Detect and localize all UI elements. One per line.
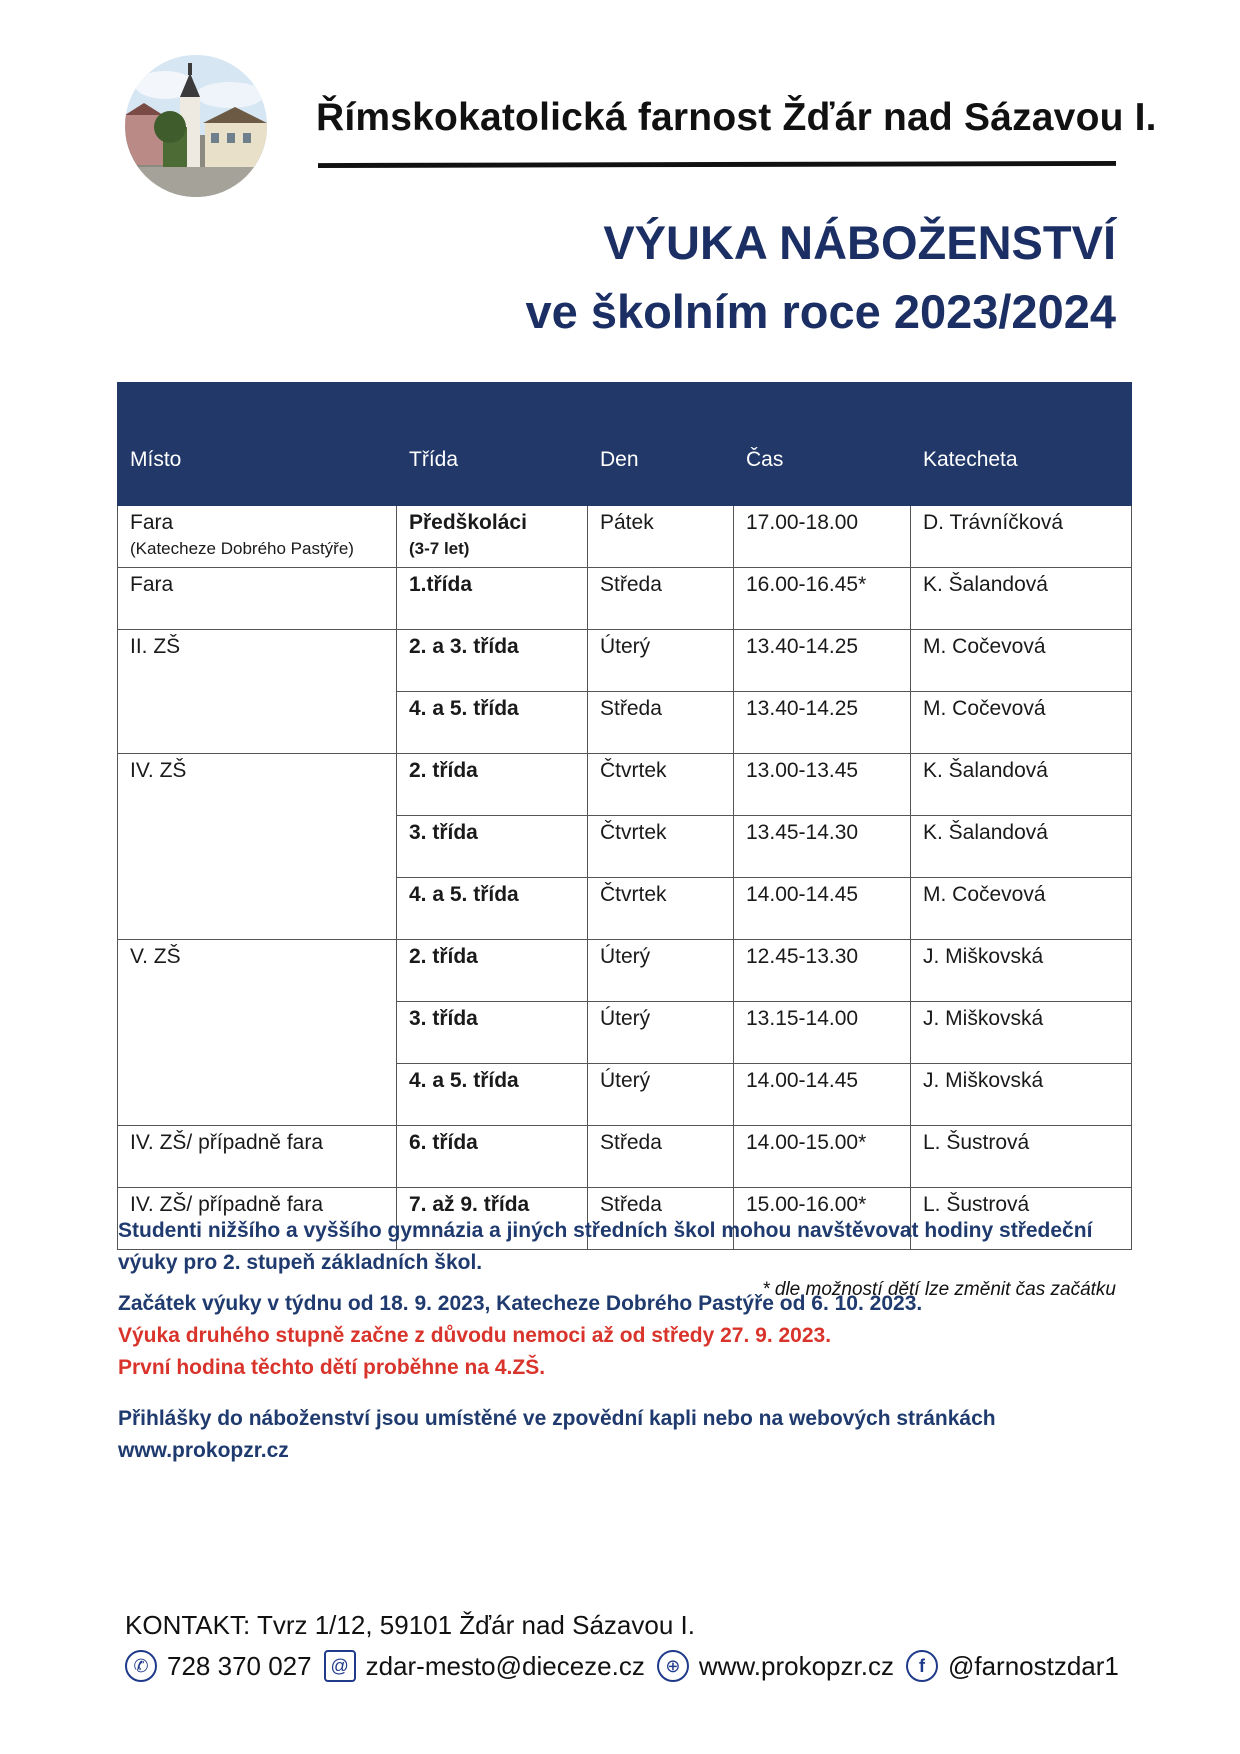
cell-teacher: M. Cočevová [911, 692, 1132, 754]
table-row [118, 754, 1132, 816]
table-row [118, 692, 1132, 754]
first-lesson-note: První hodina těchto dětí proběhne na 4.ZŠ. [118, 1356, 546, 1379]
cell-time: 13.40-14.25 [734, 692, 911, 754]
column-header-teacher: Katecheta [911, 383, 1132, 506]
cell-time: 17.00-18.00 [734, 506, 911, 568]
page-subtitle: ve školním roce 2023/2024 [525, 285, 1116, 338]
cell-time: 14.00-14.45 [734, 878, 911, 940]
cell-day: Středa [588, 568, 734, 630]
contact-web[interactable]: www.prokopzr.cz [698, 1650, 894, 1681]
church-photo-icon [125, 55, 267, 197]
cell-day: Pátek [588, 506, 734, 568]
cell-place: II. ZŠ [118, 630, 397, 692]
cell-class: 4. a 5. třída [397, 692, 588, 754]
column-header-time: Čas [734, 383, 911, 506]
cell-class: 2. a 3. třída [397, 630, 588, 692]
phone-icon: ✆ [125, 1650, 157, 1682]
contact-row [125, 1650, 1119, 1682]
page-title: VÝUKA NÁBOŽENSTVÍ [603, 216, 1116, 269]
globe-icon: ⊕ [657, 1650, 689, 1682]
cell-day: Čtvrtek [588, 878, 734, 940]
cell-class: 4. a 5. třída [397, 1064, 588, 1126]
students-note: Studenti nižšího a vyššího gymnázia a jiných středních škol mohou navštěvovat hodiny středeční výuky pro 2. stupeň základních škol. [118, 1219, 1093, 1274]
cell-day: Středa [588, 1188, 734, 1250]
cell-time: 12.45-13.30 [734, 940, 911, 1002]
cell-day: Čtvrtek [588, 754, 734, 816]
column-header-day: Den [588, 383, 734, 506]
cell-time: 15.00-16.00* [734, 1188, 911, 1250]
cell-place [118, 878, 397, 940]
delay-note: Výuka druhého stupně začne z důvodu nemoci až od středy 27. 9. 2023. [118, 1324, 832, 1347]
cell-time: 13.00-13.45 [734, 754, 911, 816]
schedule-table [117, 382, 1132, 1250]
contact-address: KONTAKT: Tvrz 1/12, 59101 Žďár nad Sázavou I. [125, 1610, 695, 1640]
cell-teacher: J. Miškovská [911, 940, 1132, 1002]
signup-note: Přihlášky do náboženství jsou umístěné ve zpovědní kapli nebo na webových stránkách www.prokopzr.cz [118, 1407, 996, 1462]
cell-class: 3. třída [397, 1002, 588, 1064]
cell-day: Úterý [588, 1064, 734, 1126]
cell-teacher: M. Cočevová [911, 630, 1132, 692]
cell-teacher: D. Trávníčková [911, 506, 1132, 568]
cell-time: 13.40-14.25 [734, 630, 911, 692]
footnote: * dle možností dětí lze změnit čas začátku [762, 1279, 1116, 1300]
table-row [118, 506, 1132, 568]
cell-place: Fara (Katecheze Dobrého Pastýře) [118, 506, 397, 568]
cell-place: V. ZŠ [118, 940, 397, 1002]
table-row [118, 1064, 1132, 1126]
cell-class: 7. až 9. třída [397, 1188, 588, 1250]
facebook-icon: f [906, 1650, 938, 1682]
table-row [118, 630, 1132, 692]
table-row [118, 878, 1132, 940]
org-title: Římskokatolická farnost Žďár nad Sázavou I. [316, 96, 1157, 139]
cell-class: Předškoláci (3-7 let) [397, 506, 588, 568]
cell-day: Úterý [588, 1002, 734, 1064]
cell-teacher: L. Šustrová [911, 1126, 1132, 1188]
start-note: Začátek výuky v týdnu od 18. 9. 2023, Katecheze Dobrého Pastýře od 6. 10. 2023. [118, 1292, 923, 1315]
cell-class: 1.třída [397, 568, 588, 630]
table-row [118, 1126, 1132, 1188]
table-row [118, 816, 1132, 878]
cell-place: IV. ZŠ [118, 754, 397, 816]
church-photo-logo [125, 55, 267, 197]
contact-email[interactable]: zdar-mesto@dieceze.cz [365, 1650, 645, 1681]
cell-place: IV. ZŠ/ případně fara [118, 1188, 397, 1250]
cell-class: 4. a 5. třída [397, 878, 588, 940]
cell-place [118, 1064, 397, 1126]
cell-day: Středa [588, 1126, 734, 1188]
cell-time: 13.45-14.30 [734, 816, 911, 878]
table-row [118, 568, 1132, 630]
cell-day: Středa [588, 692, 734, 754]
cell-place [118, 816, 397, 878]
cell-class: 6. třída [397, 1126, 588, 1188]
cell-teacher: K. Šalandová [911, 754, 1132, 816]
cell-teacher: K. Šalandová [911, 816, 1132, 878]
cell-teacher: K. Šalandová [911, 568, 1132, 630]
cell-time: 14.00-14.45 [734, 1064, 911, 1126]
column-header-place: Místo [118, 383, 397, 506]
cell-place [118, 1002, 397, 1064]
cell-time: 13.15-14.00 [734, 1002, 911, 1064]
cell-teacher: J. Miškovská [911, 1064, 1132, 1126]
cell-place [118, 692, 397, 754]
cell-class: 2. třída [397, 754, 588, 816]
title-underline [318, 161, 1116, 168]
contact-phone[interactable]: 728 370 027 [167, 1650, 312, 1681]
cell-class: 3. třída [397, 816, 588, 878]
cell-time: 14.00-15.00* [734, 1126, 911, 1188]
column-header-class: Třída [397, 383, 588, 506]
table-row [118, 1002, 1132, 1064]
cell-place: IV. ZŠ/ případně fara [118, 1126, 397, 1188]
table-header-row [118, 383, 1132, 506]
table-row [118, 940, 1132, 1002]
cell-time: 16.00-16.45* [734, 568, 911, 630]
cell-teacher: L. Šustrová [911, 1188, 1132, 1250]
contact-facebook[interactable]: @farnostzdar1 [947, 1650, 1119, 1681]
cell-day: Úterý [588, 630, 734, 692]
cell-teacher: M. Cočevová [911, 878, 1132, 940]
cell-day: Čtvrtek [588, 816, 734, 878]
cell-place: Fara [118, 568, 397, 630]
cell-day: Úterý [588, 940, 734, 1002]
cell-teacher: J. Miškovská [911, 1002, 1132, 1064]
email-icon: @ [324, 1650, 356, 1682]
cell-class: 2. třída [397, 940, 588, 1002]
